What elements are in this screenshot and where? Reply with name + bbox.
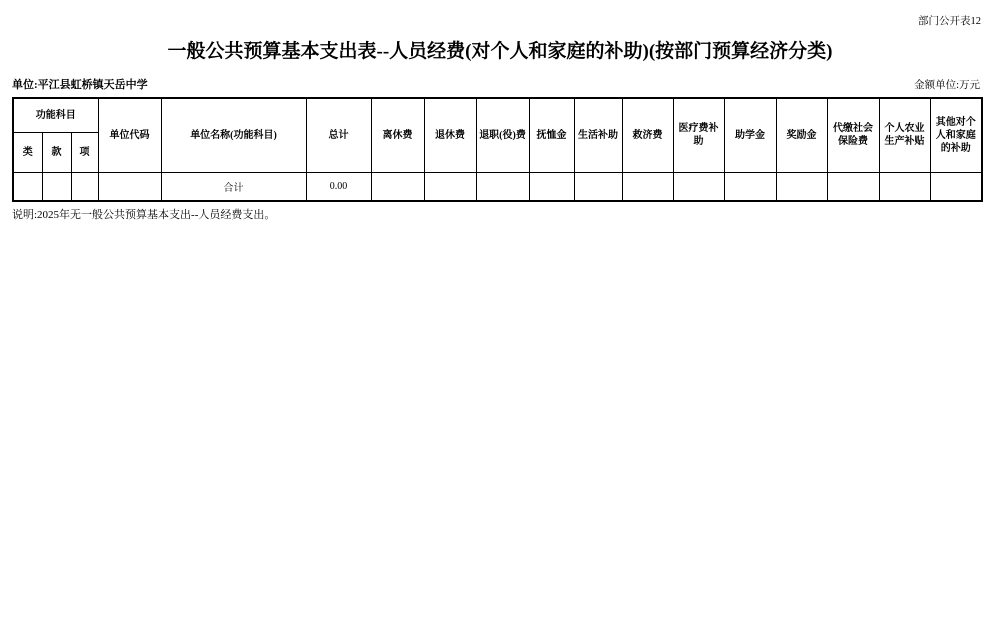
header-other-subsidy: 其他对个人和家庭的补助	[930, 98, 982, 172]
meta-row	[12, 76, 980, 92]
cell-relief-fee	[622, 172, 673, 201]
cell-medical-subsidy	[673, 172, 724, 201]
cell-unit-name: 合计	[161, 172, 306, 201]
header-total: 总计	[306, 98, 371, 172]
cell-tuizhi-fee	[476, 172, 529, 201]
header-social-insurance: 代缴社会保险费	[827, 98, 879, 172]
unit-label: 单位:平江县虹桥镇天岳中学	[12, 79, 148, 91]
header-living-subsidy: 生活补助	[574, 98, 622, 172]
cell-agricultural-subsidy	[879, 172, 930, 201]
cell-other-subsidy	[930, 172, 982, 201]
header-tuizhi-fee: 退职(役)费	[476, 98, 529, 172]
corner-table-number: 部门公开表12	[918, 16, 981, 27]
cell-scholarship	[724, 172, 776, 201]
header-row-top	[13, 98, 982, 132]
header-function-group: 功能科目	[13, 98, 98, 132]
cell-social-insurance	[827, 172, 879, 201]
page-title: 一般公共预算基本支出表--人员经费(对个人和家庭的补助)(按部门预算经济分类)	[167, 41, 833, 62]
cell-reward-money	[776, 172, 827, 201]
header-tuixiu-fee: 退休费	[424, 98, 476, 172]
cell-tuixiu-fee	[424, 172, 476, 201]
header-item: 项	[71, 132, 98, 172]
header-medical-subsidy: 医疗费补助	[673, 98, 724, 172]
cell-item	[71, 172, 98, 201]
header-reward-money: 奖励金	[776, 98, 827, 172]
header-scholarship: 助学金	[724, 98, 776, 172]
cell-lixiu-fee	[371, 172, 424, 201]
amount-unit-label: 金额单位:万元	[914, 80, 980, 91]
header-relief-fee: 救济费	[622, 98, 673, 172]
cell-fuxu-money	[529, 172, 574, 201]
cell-living-subsidy	[574, 172, 622, 201]
header-section: 款	[42, 132, 71, 172]
note-text: 说明:2025年无一般公共预算基本支出--人员经费支出。	[12, 209, 276, 221]
cell-total: 0.00	[306, 172, 371, 201]
cell-unit-code	[98, 172, 161, 201]
header-class: 类	[13, 132, 42, 172]
cell-class	[13, 172, 42, 201]
header-unit-code: 单位代码	[98, 98, 161, 172]
table-row-total	[13, 172, 982, 201]
cell-section	[42, 172, 71, 201]
header-fuxu-money: 抚恤金	[529, 98, 574, 172]
header-unit-name: 单位名称(功能科目)	[161, 98, 306, 172]
budget-table	[12, 97, 983, 202]
header-agricultural-subsidy: 个人农业生产补贴	[879, 98, 930, 172]
header-lixiu-fee: 离休费	[371, 98, 424, 172]
